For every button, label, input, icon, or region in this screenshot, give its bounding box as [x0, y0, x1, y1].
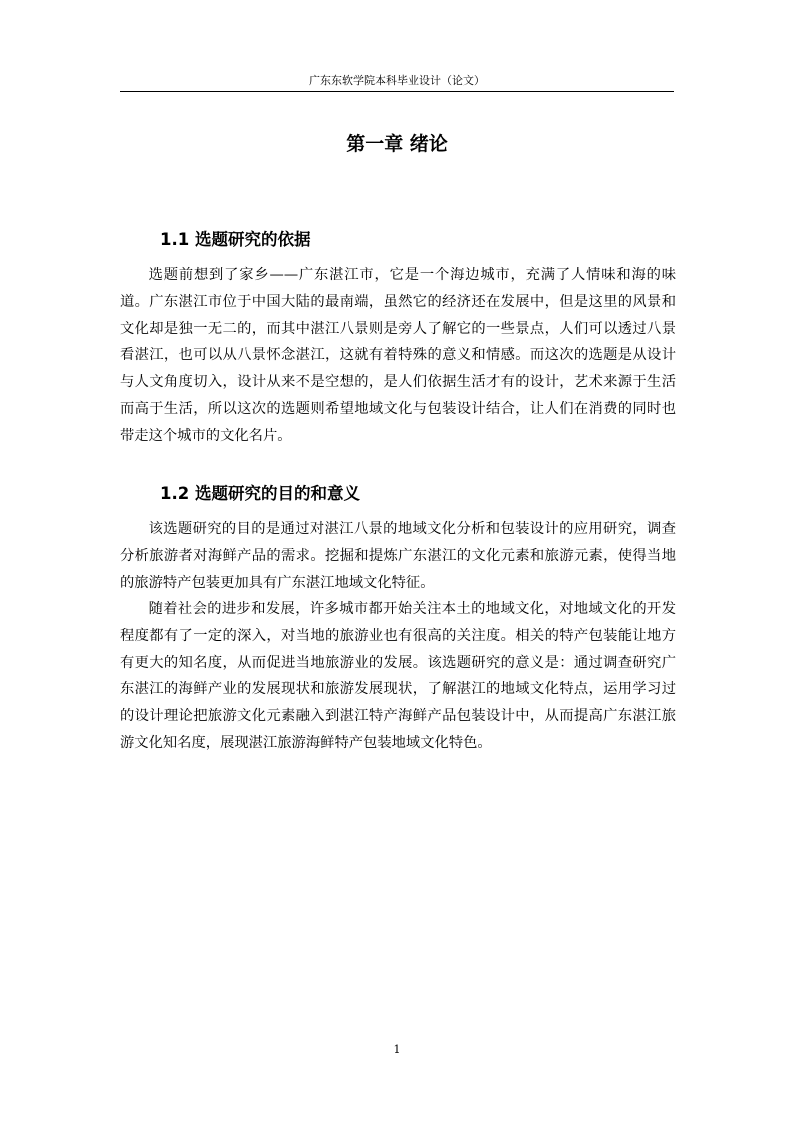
section-heading-1-2: 1.2 选题研究的目的和意义	[160, 484, 360, 503]
page-number: 1	[393, 1043, 401, 1056]
chapter-title: 第一章 绪论	[346, 133, 448, 155]
running-header: 广东东软学院本科毕业设计（论文）	[309, 74, 485, 87]
section-1-1-paragraph-1: 选题前想到了家乡——广东湛江市，它是一个海边城市，充满了人情味和海的味道。广东湛江市位于中国大陆的最南端，虽然它的经济还在发展中，但是这里的风景和文化却是独一无二的，而其中湛江八景则是旁人了解它的一些景点，人们可以透过八景看湛江，也可以从八景怀念湛江，这就有着特殊的意义和情感。而这次的选题是从设计与人文角度切入，设计从来不是空想的，是人们依据生活才有的设计，艺术来源于生活而高于生活，所以这次的选题则希望地域文化与包装设计结合，让人们在消费的同时也带走这个城市的文化名片。	[120, 267, 676, 444]
header-divider	[120, 91, 674, 92]
section-1-2-paragraph-2: 随着社会的进步和发展，许多城市都开始关注本土的地域文化，对地域文化的开发程度都有了一定的深入，对当地的旅游业也有很高的关注度。相关的特产包装能让地方有更大的知名度，从而促进当地旅游业的发展。该选题研究的意义是：通过调查研究广东湛江的海鲜产业的发展现状和旅游发展现状，了解湛江的地域文化特点，运用学习过的设计理论把旅游文化元素融入到湛江特产海鲜产品包装设计中，从而提高广东湛江旅游文化知名度，展现湛江旅游海鲜特产包装地域文化特色。	[120, 601, 676, 751]
section-1-2-paragraph-1: 该选题研究的目的是通过对湛江八景的地域文化分析和包装设计的应用研究，调查分析旅游者对海鲜产品的需求。挖掘和提炼广东湛江的文化元素和旅游元素，使得当地的旅游特产包装更加具有广东湛江地域文化特征。	[120, 521, 676, 591]
section-heading-1-1: 1.1 选题研究的依据	[160, 230, 311, 249]
